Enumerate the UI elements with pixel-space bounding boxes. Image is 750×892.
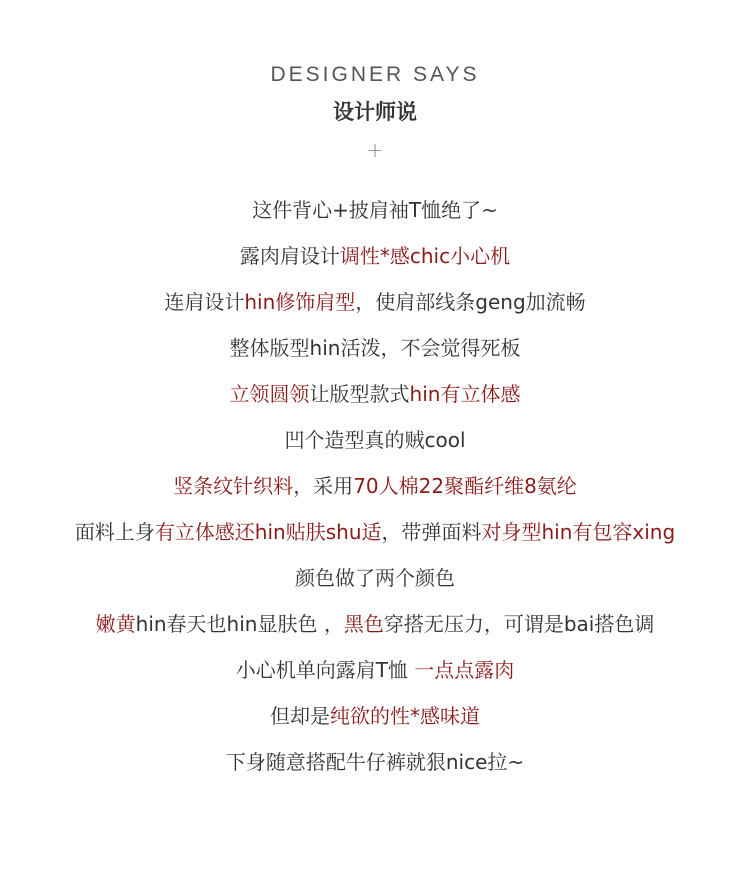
description-line bbox=[0, 463, 750, 509]
description-line bbox=[0, 233, 750, 279]
highlight-text: 70人棉22聚酯纤维8氨纶 bbox=[353, 474, 577, 498]
description-line bbox=[0, 647, 750, 693]
highlight-text: 竖条纹针织料 bbox=[173, 474, 294, 498]
body-text: 穿搭无压力，可谓是bai搭色调 bbox=[383, 612, 655, 636]
description-line bbox=[0, 279, 750, 325]
highlight-text: 对身型hin有包容xing bbox=[481, 520, 676, 544]
highlight-text: 纯欲的性*感味道 bbox=[330, 704, 480, 728]
body-text: ，使肩部线条geng加流畅 bbox=[355, 290, 586, 314]
body-text: 连肩设计 bbox=[164, 290, 245, 314]
body-text: 但却是 bbox=[270, 704, 330, 728]
description-line bbox=[0, 187, 750, 233]
section-eyebrow: DESIGNER SAYS bbox=[270, 63, 480, 86]
highlight-text: 嫩黄 bbox=[95, 612, 136, 636]
highlight-text: 调性*感chic小心机 bbox=[339, 244, 511, 268]
body-text: hin春天也hin显肤色 ， bbox=[135, 612, 344, 636]
body-text: 小心机单向露肩T恤 bbox=[235, 658, 415, 682]
body-text: 露肉肩设计 bbox=[239, 244, 340, 268]
body-text: 凹个造型真的贼cool bbox=[284, 428, 466, 452]
highlight-text: hin有立体感 bbox=[409, 382, 521, 406]
description-line bbox=[0, 509, 750, 555]
highlight-text: hin修饰肩型 bbox=[244, 290, 356, 314]
description-line bbox=[0, 371, 750, 417]
body-text: 整体版型hin活泼，不会觉得死板 bbox=[229, 336, 521, 360]
plus-divider-icon: + bbox=[366, 138, 384, 162]
highlight-text: 立领圆领 bbox=[229, 382, 310, 406]
body-text: ，采用 bbox=[293, 474, 354, 498]
highlight-text: 黑色 bbox=[343, 612, 384, 636]
section-title: 设计师说 bbox=[333, 100, 417, 124]
description-line bbox=[0, 739, 750, 785]
description-line bbox=[0, 601, 750, 647]
highlight-text: 一点点露肉 bbox=[414, 658, 515, 682]
description-line bbox=[0, 693, 750, 739]
description-lines bbox=[0, 187, 750, 785]
body-text: 面料上身 bbox=[74, 520, 155, 544]
body-text: 让版型款式 bbox=[309, 382, 410, 406]
highlight-text: 有立体感还hin贴肤shu适 bbox=[154, 520, 382, 544]
description-line bbox=[0, 417, 750, 463]
body-text: 下身随意搭配牛仔裤就狠nice拉~ bbox=[225, 750, 525, 774]
body-text: ，带弹面料 bbox=[381, 520, 482, 544]
description-line bbox=[0, 325, 750, 371]
description-line bbox=[0, 555, 750, 601]
body-text: 颜色做了两个颜色 bbox=[295, 566, 455, 590]
body-text: 这件背心+披肩袖T恤绝了~ bbox=[252, 198, 498, 222]
